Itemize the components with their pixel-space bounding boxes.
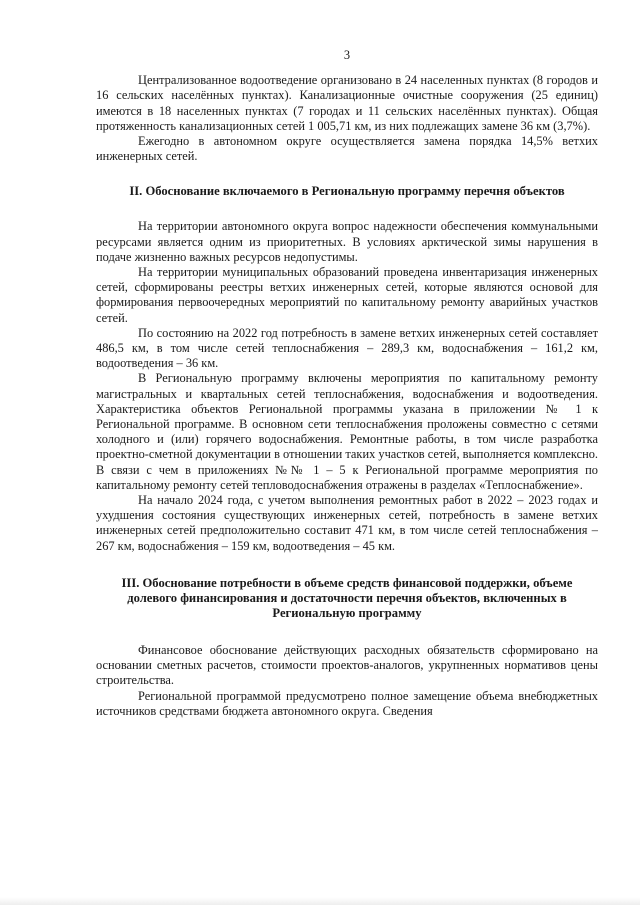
page-content — [96, 48, 598, 719]
section-3-heading: III. Обоснование потребности в объеме средств финансовой поддержки, объеме долевого финансирования и достаточности перечня объектов, включенных в Региональную программу — [121, 575, 573, 620]
section-2-paragraph: На начало 2024 года, с учетом выполнения ремонтных работ в 2022 – 2023 годах и ухудшения состояния существующих инженерных сетей, потребность в замене ветхих инженерных сетей предположительно составит 471 км, в том числе сетей теплоснабжения – 267 км, водоснабжения – 159 км, водоотведения – 45 км. — [96, 493, 598, 553]
paragraph-sewerage: Централизованное водоотведение организовано в 24 населенных пунктах (8 городов и 16 сельских населённых пунктах). Канализационные очистные сооружения (25 единиц) имеются в 18 населенных пунктах (7 городах и 11 сельских населённых пунктах). Общая протяженность канализационных сетей 1 005,71 км, из них подлежащих замене 36 км (3,7%). — [96, 73, 598, 133]
scan-bottom-edge — [0, 897, 640, 905]
section-3-paragraph: Региональной программой предусмотрено полное замещение объема внебюджетных источников средствами бюджета автономного округа. Сведения — [96, 688, 598, 718]
page-number: 3 — [343, 48, 351, 62]
section-2-paragraph: По состоянию на 2022 год потребность в замене ветхих инженерных сетей составляет 486,5 км, в том числе сетей теплоснабжения – 289,3 км, водоснабжения – 161,2 км, водоотведения – 36 км. — [96, 325, 598, 371]
section-2-paragraph: На территории муниципальных образований проведена инвентаризация инженерных сетей, сформированы реестры ветхих инженерных сетей, которые являются основой для формирования первоочередных мероприятий по капитальному ремонту аварийных участков сетей. — [96, 265, 598, 325]
paragraph-annual-replacement: Ежегодно в автономном округе осуществляется замена порядка 14,5% ветхих инженерных сетей. — [96, 134, 598, 164]
section-3-paragraph: Финансовое обоснование действующих расходных обязательств сформировано на основании сметных расчетов, стоимости проектов-аналогов, укрупненных нормативов цены строительства. — [96, 642, 598, 688]
section-2-heading: II. Обоснование включаемого в Региональную программу перечня объектов — [129, 184, 565, 199]
section-2-paragraph: В Региональную программу включены мероприятия по капитальному ремонту магистральных и квартальных сетей теплоснабжения, водоснабжения и водоотведения. Характеристика объектов Региональной программы указана в приложении № 1 к Региональной программе. В основном сети теплоснабжения проложены совместно с сетями холодного и (или) горячего водоснабжения. Ремонтные работы, в том числе разработка проектно-сметной документации в отношении таких участков сетей, выполняется комплексно. В связи с чем в приложениях №№ 1 – 5 к Региональной программе мероприятия по капитальному ремонту сетей тепловодоснабжения отражены в разделах «Теплоснабжение». — [96, 371, 598, 492]
section-2-paragraph: На территории автономного округа вопрос надежности обеспечения коммунальными ресурсами является одним из приоритетных. В условиях арктической зимы нарушения в подаче жизненно важных ресурсов недопустимы. — [96, 219, 598, 264]
